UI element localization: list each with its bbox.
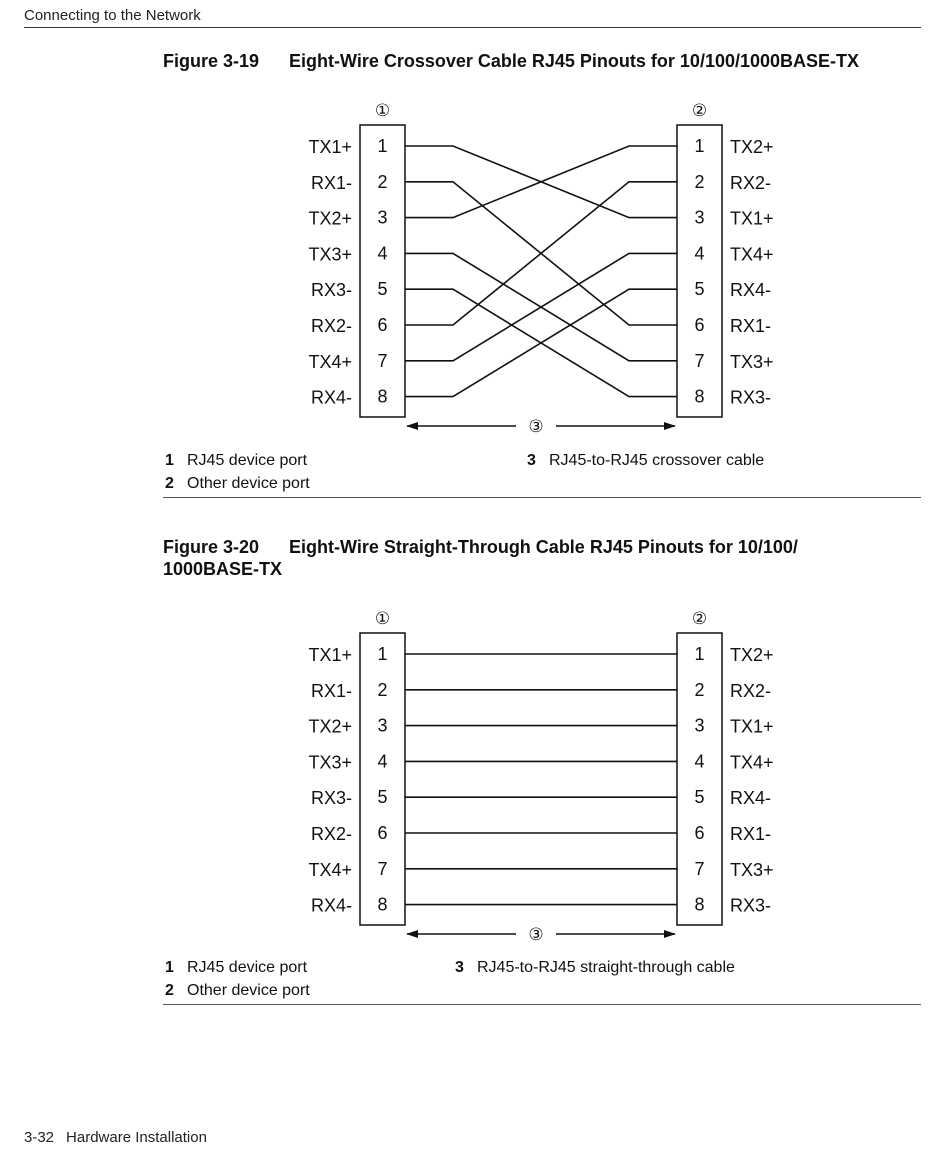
left-signal-label: RX4- [310,387,352,408]
right-signal-label: TX1+ [730,716,774,737]
figure-20-legend-item-3 [455,959,735,977]
right-signal-label: RX2- [730,172,772,193]
left-signal-label: TX3+ [308,244,352,265]
figure-19-title [163,50,859,72]
running-header: Connecting to the Network [24,7,201,24]
right-pin-number: 8 [694,386,705,407]
right-pin-number: 2 [694,679,705,700]
right-signal-label: RX1- [730,824,772,844]
callout-1-marker: ① [374,101,391,120]
figure-20-caption-line2: 1000BASE-TX [163,559,283,579]
left-pin-number: 6 [377,823,388,843]
right-signal-label: TX2+ [730,645,774,665]
left-signal-label: TX1+ [308,137,352,157]
rj45-device-port-box [360,125,405,417]
legend-number: 2 [165,982,174,999]
left-pin-number: 1 [377,136,388,156]
left-signal-label: TX2+ [308,208,352,229]
footer-title: Hardware Installation [66,1129,207,1146]
right-signal-label: TX3+ [730,351,774,372]
left-pin-number: 4 [377,243,388,264]
figure-20-caption: Eight-Wire Straight-Through Cable RJ45 Pinouts for 10/100/ [289,537,798,557]
figure-20-title [163,536,798,580]
figure-19-number: Figure 3-19 [163,51,260,71]
figure-19-legend-item-1 [165,452,307,470]
callout-2-marker: ② [691,609,708,628]
left-signal-label: TX1+ [308,645,352,665]
left-signal-label: RX1- [310,172,352,193]
left-signal-label: TX2+ [308,716,352,737]
figure-19-legend-item-3 [527,452,764,470]
left-signal-label: TX4+ [308,351,352,372]
figure-20-legend-item-2 [165,982,310,1000]
left-signal-label: TX3+ [308,752,352,773]
legend-number: 3 [527,452,536,469]
right-pin-number: 5 [694,279,705,300]
right-signal-label: TX4+ [730,244,774,265]
left-pin-number: 7 [377,858,388,879]
left-pin-number: 6 [377,315,388,335]
left-pin-number: 8 [377,894,388,915]
right-signal-label: TX1+ [730,208,774,229]
right-signal-label: RX3- [730,387,772,408]
figure-19-rule [163,497,921,498]
left-pin-number: 3 [377,207,388,228]
page-footer [24,1129,207,1146]
left-signal-label: TX4+ [308,859,352,880]
left-pin-number: 5 [377,279,388,300]
wire-pin-7-to-4 [405,253,677,360]
left-pin-number: 7 [377,350,388,371]
right-signal-label: RX4- [730,788,772,809]
right-pin-number: 6 [694,315,705,335]
legend-text: Other device port [187,982,310,999]
callout-2-marker: ② [691,101,708,120]
right-pin-number: 6 [694,823,705,843]
right-signal-label: TX2+ [730,137,774,157]
left-pin-number: 1 [377,644,388,664]
left-pin-number: 4 [377,751,388,772]
figure-19-caption: Eight-Wire Crossover Cable RJ45 Pinouts for 10/100/1000BASE-TX [289,51,860,71]
right-signal-label: RX2- [730,680,772,701]
other-device-port-box [677,125,722,417]
wire-pin-8-to-5 [405,289,677,396]
left-pin-number: 2 [377,679,388,700]
legend-text: RJ45-to-RJ45 straight-through cable [477,959,735,976]
left-signal-label: RX2- [310,316,352,336]
figure-20-rule [163,1004,921,1005]
legend-text: RJ45 device port [187,959,308,976]
right-pin-number: 7 [694,858,705,879]
left-signal-label: RX3- [310,788,352,809]
left-pin-number: 5 [377,787,388,808]
right-pin-number: 1 [694,136,705,156]
legend-number: 2 [165,475,174,492]
legend-number: 3 [455,959,464,976]
right-signal-label: RX1- [730,316,772,336]
right-pin-number: 7 [694,350,705,371]
right-signal-label: RX3- [730,895,772,916]
straight-through-pinout-diagram [280,603,820,948]
figure-20-number: Figure 3-20 [163,537,260,557]
right-pin-number: 3 [694,715,705,736]
right-pin-number: 4 [694,243,705,264]
other-device-port-box [677,633,722,925]
right-pin-number: 3 [694,207,705,228]
page-number: 3-32 [24,1129,55,1146]
left-pin-number: 2 [377,171,388,192]
legend-number: 1 [165,959,174,976]
legend-text: RJ45 device port [187,452,308,469]
callout-3-marker: ③ [528,417,544,436]
right-pin-number: 8 [694,894,705,915]
right-pin-number: 5 [694,787,705,808]
figure-19-legend-item-2 [165,475,310,493]
header-rule [24,27,921,28]
callout-3-marker: ③ [528,925,544,944]
right-pin-number: 1 [694,644,705,664]
right-pin-number: 2 [694,171,705,192]
legend-text: RJ45-to-RJ45 crossover cable [549,452,765,469]
right-pin-number: 4 [694,751,705,772]
right-signal-label: TX3+ [730,859,774,880]
right-signal-label: RX4- [730,280,772,301]
rj45-device-port-box [360,633,405,925]
left-signal-label: RX2- [310,824,352,844]
callout-1-marker: ① [374,609,391,628]
legend-text: Other device port [187,475,310,492]
left-signal-label: RX1- [310,680,352,701]
figure-20-legend-item-1 [165,959,307,977]
right-signal-label: TX4+ [730,752,774,773]
legend-number: 1 [165,452,174,469]
left-pin-number: 3 [377,715,388,736]
left-signal-label: RX3- [310,280,352,301]
crossover-pinout-diagram [280,95,820,440]
left-signal-label: RX4- [310,895,352,916]
left-pin-number: 8 [377,386,388,407]
